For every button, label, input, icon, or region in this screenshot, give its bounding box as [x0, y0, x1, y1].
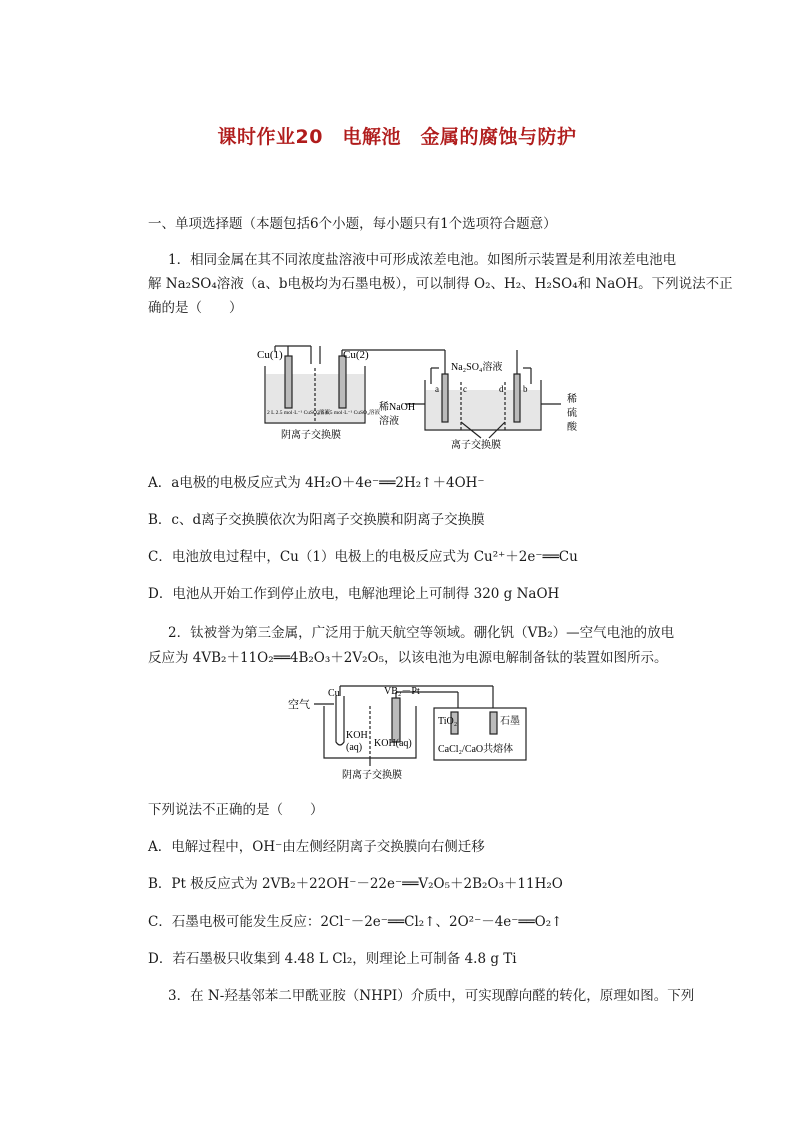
q3-stem-line1: 3．在 N-羟基邻苯二甲酰亚胺（NHPI）介质中，可实现醇向醛的转化，原理如图。下列 [168, 988, 695, 1004]
page-title: 课时作业20 电解池 金属的腐蚀与防护 [217, 126, 577, 148]
section-heading: 一、单项选择题（本题包括6个小题，每小题只有1个选项符合题意） [148, 216, 557, 232]
label-c: c [463, 384, 467, 394]
label-na2so4: Na₂SO₄溶液 [451, 362, 503, 373]
q1-figure [255, 338, 585, 458]
label-b: b [523, 384, 528, 394]
label-koh1b: (aq) [346, 742, 363, 753]
q1-option-b: B．c、d离子交换膜依次为阳离子交换膜和阴离子交换膜 [148, 512, 485, 528]
q1-option-c: C．电池放电过程中，Cu（1）电极上的电极反应式为 Cu²⁺＋2e⁻══Cu [148, 549, 578, 565]
q2-prompt: 下列说法不正确的是（ ） [148, 802, 324, 818]
label-membrane1: 阴离子交换膜 [281, 430, 341, 441]
label-graphite: 石墨 [500, 716, 520, 727]
q1-option-a: A．a电极的电极反应式为 4H₂O＋4e⁻══2H₂↑＋4OH⁻ [148, 475, 485, 491]
label-cu2: Cu(2) [343, 349, 369, 361]
q2-stem-line1: 2．钛被誉为第三金属，广泛用于航天航空等领域。硼化钒（VB₂）—空气电池的放电 [168, 625, 675, 641]
label-d: d [499, 384, 504, 394]
label-acid2: 硫 [567, 408, 577, 419]
q1-option-d: D．电池从开始工作到停止放电，电解池理论上可制得 320 g NaOH [148, 586, 560, 602]
q1-stem-line3: 确的是（ ） [148, 300, 243, 316]
label-a: a [435, 384, 439, 394]
q1-stem-line1: 1．相同金属在其不同浓度盐溶液中可形成浓差电池。如图所示装置是利用浓差电池电 [168, 252, 677, 268]
label-tio2: TiO₂ [438, 716, 458, 727]
label-sol1: 2 L 2.5 mol·L⁻¹ CuSO₄溶液 [267, 410, 330, 416]
q2-stem-line2: 反应为 4VB₂＋11O₂══4B₂O₃＋2V₂O₅，以该电池为电源电解制备钛的装置如图所示。 [148, 650, 668, 666]
label-cu: Cu [328, 688, 340, 699]
q2-option-b: B．Pt 极反应式为 2VB₂＋22OH⁻－22e⁻══V₂O₅＋2B₂O₃＋11H₂O [148, 876, 563, 892]
q2-option-d: D．若石墨极只收集到 4.48 L Cl₂，则理论上可制备 4.8 g Ti [148, 951, 517, 967]
label-naoh1: 稀NaOH [379, 402, 416, 413]
label-sol2: 2 L 0.5 mol·L⁻¹ CuSO₄溶液 [317, 410, 380, 416]
label-membrane: 阴离子交换膜 [342, 770, 402, 781]
label-koh2: KOH(aq) [374, 738, 412, 749]
label-melt: CaCl₂/CaO共熔体 [438, 744, 514, 755]
q1-stem-line2: 解 Na₂SO₄溶液（a、b电极均为石墨电极），可以制得 O₂、H₂、H₂SO₄和 NaOH。下列说法不正 [148, 276, 733, 292]
label-membrane2: 离子交换膜 [451, 440, 501, 451]
q2-option-c: C．石墨电极可能发生反应：2Cl⁻－2e⁻══Cl₂↑、2O²⁻－4e⁻══O₂↑ [148, 914, 563, 930]
label-koh1a: KOH [346, 730, 368, 741]
label-air: 空气 [288, 699, 310, 711]
label-cu1: Cu(1) [257, 349, 283, 361]
q2-figure [288, 682, 538, 782]
label-vbpt: VB₂－Pt [384, 686, 420, 697]
q2-option-a: A．电解过程中，OH⁻由左侧经阴离子交换膜向右侧迁移 [148, 839, 485, 855]
label-acid1: 稀 [567, 394, 577, 405]
label-acid3: 酸 [567, 422, 577, 433]
label-naoh2: 溶液 [379, 416, 399, 427]
